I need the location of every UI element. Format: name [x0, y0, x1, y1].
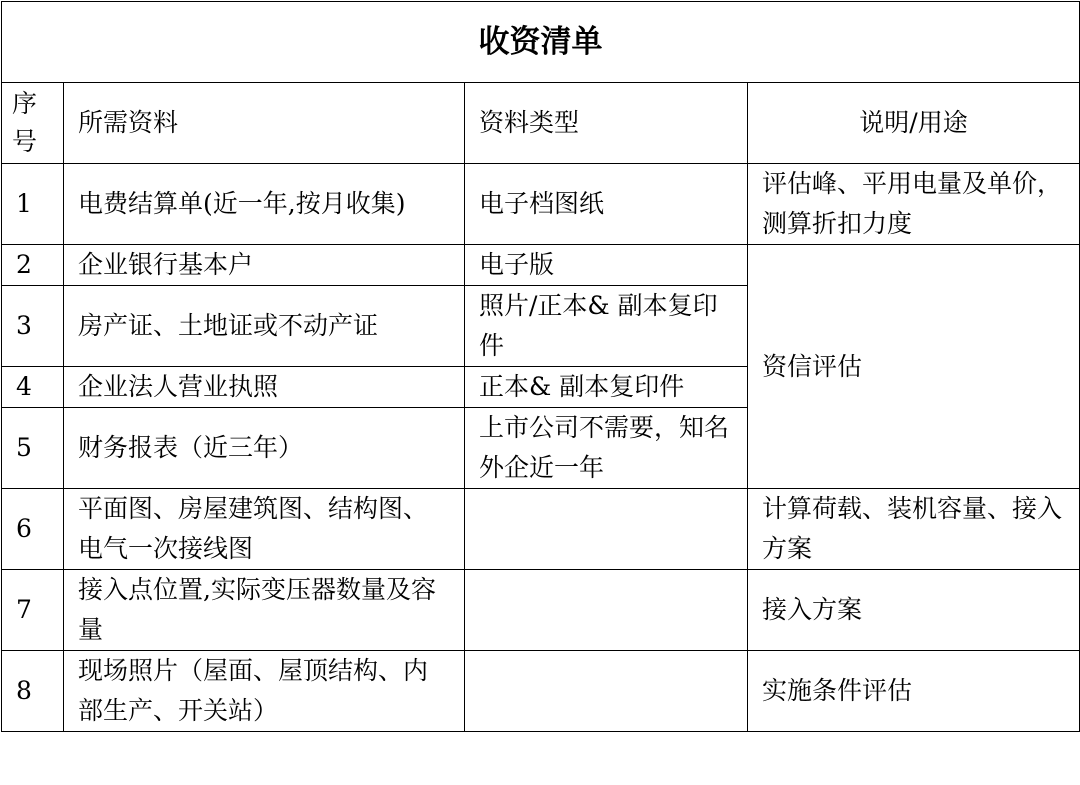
row-usage: 计算荷载、装机容量、接入方案 — [748, 489, 1080, 570]
table-title: 收资清单 — [2, 2, 1080, 83]
row-type — [465, 489, 748, 570]
row-material: 平面图、房屋建筑图、结构图、电气一次接线图 — [64, 489, 465, 570]
table-row — [2, 570, 1080, 651]
header-no: 序号 — [2, 83, 64, 164]
row-no: 4 — [2, 367, 64, 408]
header-type: 资料类型 — [465, 83, 748, 164]
row-no: 3 — [2, 286, 64, 367]
row-no: 1 — [2, 164, 64, 245]
row-material: 接入点位置,实际变压器数量及容量 — [64, 570, 465, 651]
table-row — [2, 651, 1080, 732]
row-no: 8 — [2, 651, 64, 732]
header-material: 所需资料 — [64, 83, 465, 164]
header-row — [2, 83, 1080, 164]
row-type: 电子版 — [465, 245, 748, 286]
row-type: 正本& 副本复印件 — [465, 367, 748, 408]
row-type: 电子档图纸 — [465, 164, 748, 245]
header-usage: 说明/用途 — [748, 83, 1080, 164]
row-material: 现场照片（屋面、屋顶结构、内部生产、开关站） — [64, 651, 465, 732]
row-type: 照片/正本& 副本复印件 — [465, 286, 748, 367]
row-usage: 评估峰、平用电量及单价，测算折扣力度 — [748, 164, 1080, 245]
material-checklist-table — [1, 1, 1080, 732]
row-no: 6 — [2, 489, 64, 570]
row-usage: 实施条件评估 — [748, 651, 1080, 732]
row-no: 7 — [2, 570, 64, 651]
row-material: 房产证、土地证或不动产证 — [64, 286, 465, 367]
row-type — [465, 570, 748, 651]
row-no: 2 — [2, 245, 64, 286]
row-material: 企业银行基本户 — [64, 245, 465, 286]
table-row — [2, 164, 1080, 245]
row-material: 企业法人营业执照 — [64, 367, 465, 408]
table-row — [2, 245, 1080, 286]
row-no: 5 — [2, 408, 64, 489]
row-usage: 接入方案 — [748, 570, 1080, 651]
table-row — [2, 489, 1080, 570]
row-usage-merged: 资信评估 — [748, 245, 1080, 489]
row-type — [465, 651, 748, 732]
row-material: 财务报表（近三年） — [64, 408, 465, 489]
row-material: 电费结算单(近一年,按月收集) — [64, 164, 465, 245]
row-type: 上市公司不需要，知名外企近一年 — [465, 408, 748, 489]
